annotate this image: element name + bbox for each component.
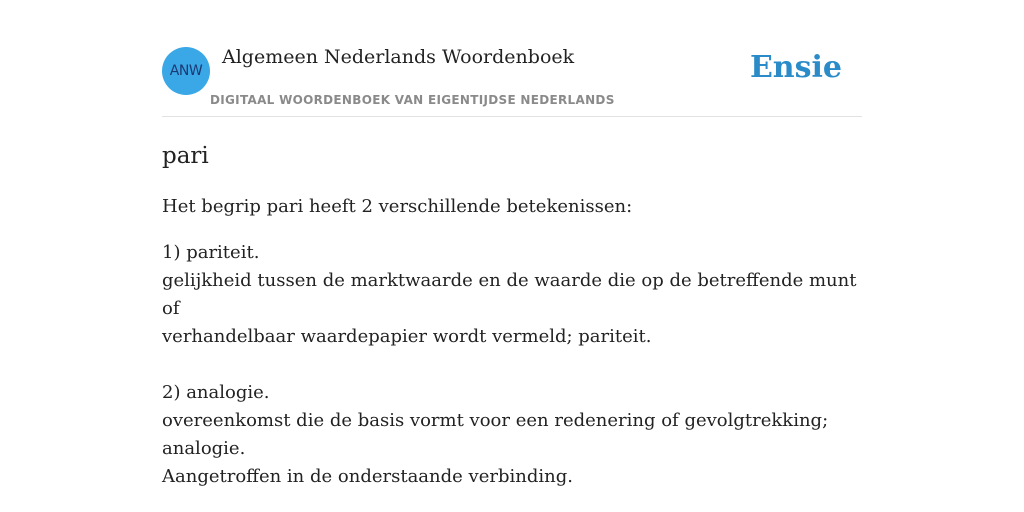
meanings-list: [162, 239, 862, 491]
intro-text: Het begrip pari heeft 2 verschillende betekenissen:: [162, 196, 633, 217]
meaning-definition-line: verhandelbaar waardepapier wordt vermeld; pariteit.: [162, 326, 652, 347]
site-subtitle: DIGITAAL WOORDENBOEK VAN EIGENTIJDSE NEDERLANDS: [210, 93, 615, 107]
anw-logo[interactable]: [162, 47, 210, 95]
meaning-item: [162, 379, 862, 491]
headword: pari: [162, 143, 209, 169]
meaning-note: Aangetroffen in de onderstaande verbinding.: [162, 466, 573, 487]
site-title[interactable]: Algemeen Nederlands Woordenboek: [222, 46, 575, 68]
meaning-definition-line: gelijkheid tussen de marktwaarde en de waarde die op de betreffende munt of: [162, 270, 857, 319]
anw-logo-text: ANW: [169, 63, 203, 79]
entry-content: [162, 141, 862, 491]
site-header: [162, 0, 862, 117]
meaning-item: [162, 239, 862, 351]
meaning-definition-line: analogie.: [162, 438, 246, 459]
page: [162, 0, 862, 512]
meaning-heading: 1) pariteit.: [162, 242, 260, 263]
meaning-heading: 2) analogie.: [162, 382, 270, 403]
ensie-brand-link[interactable]: Ensie: [749, 50, 842, 85]
meaning-definition-line: overeenkomst die de basis vormt voor een redenering of gevolgtrekking;: [162, 410, 829, 431]
meaning-spacer: [162, 351, 862, 379]
